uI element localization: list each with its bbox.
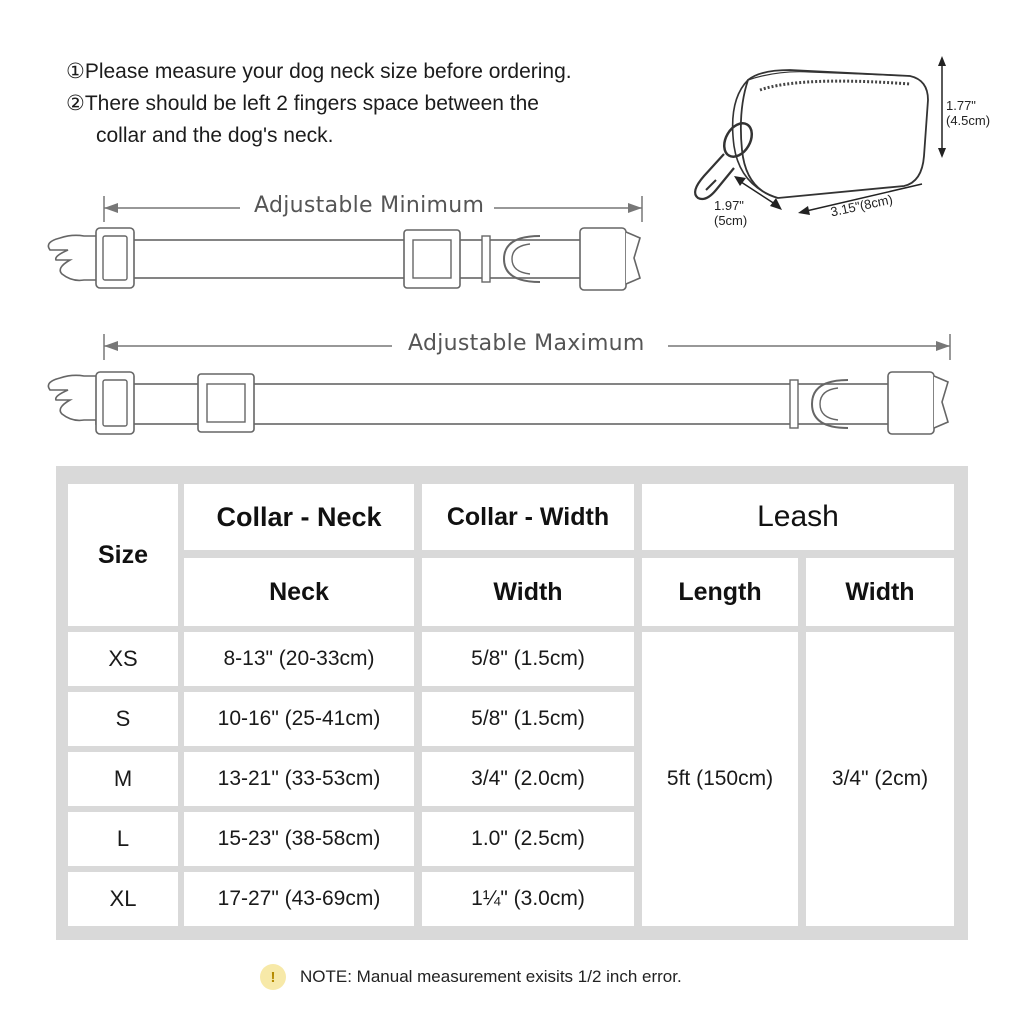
neck-cell: 10-16" (25-41cm) [184, 692, 414, 746]
width-cell: 1¼" (3.0cm) [422, 872, 634, 926]
collar-width-header: Collar - Width [422, 484, 634, 550]
neck-cell: 17-27" (43-69cm) [184, 872, 414, 926]
neck-cell: 8-13" (20-33cm) [184, 632, 414, 686]
leash-width-subheader: Width [806, 558, 954, 626]
size-header: Size [68, 484, 178, 626]
note-text: NOTE: Manual measurement exisits 1/2 inch error. [300, 967, 682, 986]
adjustable-maximum-label: Adjustable Maximum [398, 331, 655, 356]
instruction-2: ②There should be left 2 fingers space between the [66, 92, 539, 115]
leash-length-cell: 5ft (150cm) [642, 632, 798, 926]
bag-depth-in: 1.97" [714, 198, 744, 213]
size-cell: XS [68, 632, 178, 686]
width-subheader: Width [422, 558, 634, 626]
leash-length-subheader: Length [642, 558, 798, 626]
bag-holder-illustration [660, 40, 1010, 250]
neck-cell: 13-21" (33-53cm) [184, 752, 414, 806]
bag-depth-label [714, 198, 747, 228]
instruction-1: ①Please measure your dog neck size before ordering. [66, 60, 572, 83]
size-cell: M [68, 752, 178, 806]
neck-cell: 15-23" (38-58cm) [184, 812, 414, 866]
size-table [56, 466, 968, 940]
width-cell: 5/8" (1.5cm) [422, 632, 634, 686]
leash-header: Leash [642, 484, 954, 550]
leash-width-cell: 3/4" (2cm) [806, 632, 954, 926]
bag-height-label [946, 98, 990, 128]
bag-height-cm: (4.5cm) [946, 113, 991, 128]
width-cell: 3/4" (2.0cm) [422, 752, 634, 806]
neck-subheader: Neck [184, 558, 414, 626]
bag-length-label: 3.15"(8cm) [829, 191, 895, 220]
adjustable-minimum-label: Adjustable Minimum [244, 193, 494, 218]
instruction-3: collar and the dog's neck. [96, 124, 334, 147]
size-cell: XL [68, 872, 178, 926]
width-cell: 5/8" (1.5cm) [422, 692, 634, 746]
measurement-note [260, 964, 682, 990]
collar-neck-header: Collar - Neck [184, 484, 414, 550]
bag-height-in: 1.77" [946, 98, 976, 113]
width-cell: 1.0" (2.5cm) [422, 812, 634, 866]
warning-icon: ! [260, 964, 286, 990]
bag-depth-cm: (5cm) [714, 213, 748, 228]
size-cell: S [68, 692, 178, 746]
size-cell: L [68, 812, 178, 866]
